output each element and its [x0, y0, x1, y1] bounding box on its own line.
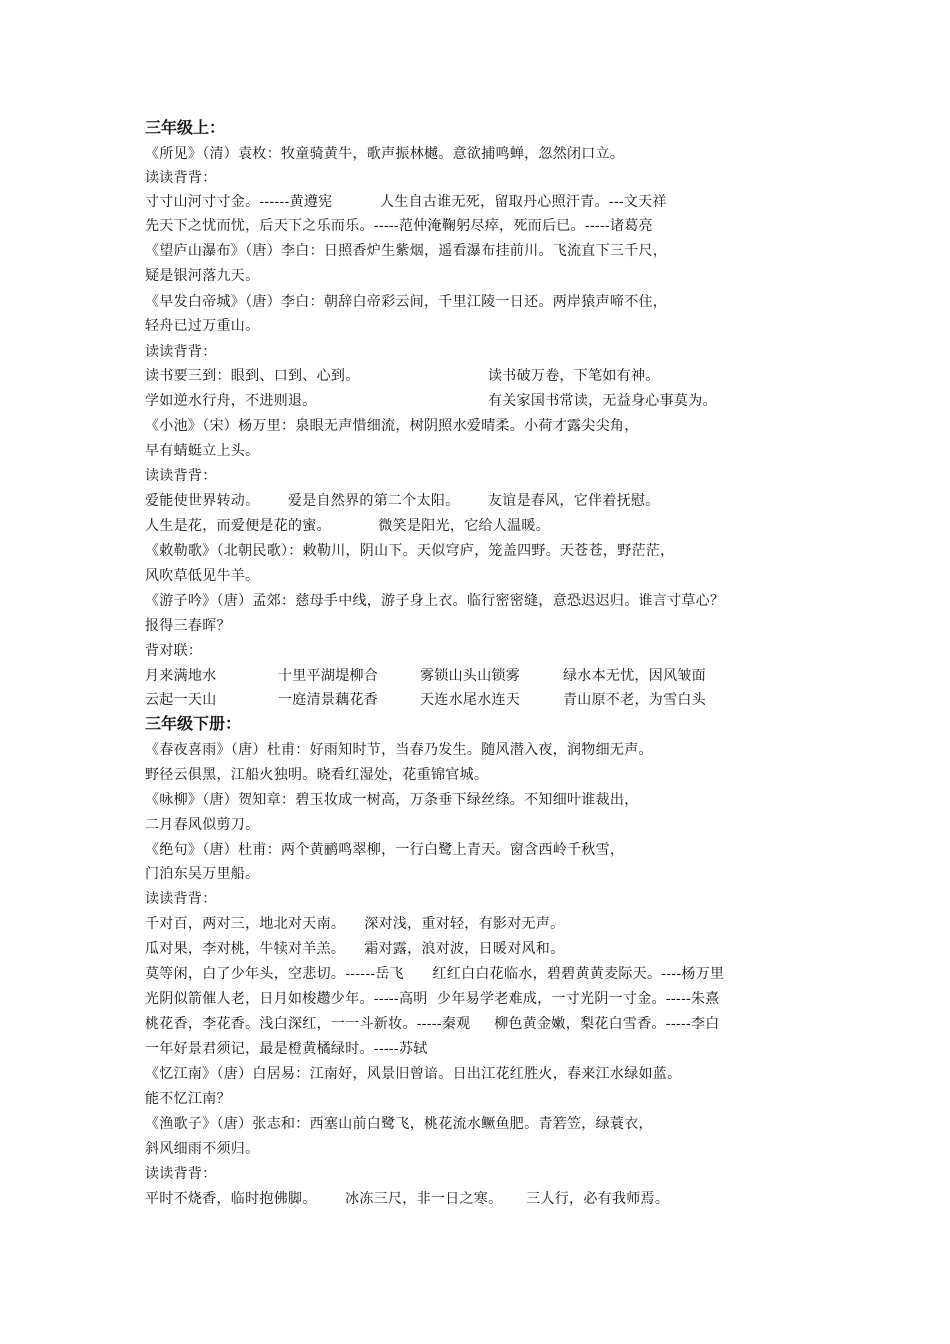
text-line: 报得三春晖？ [145, 618, 231, 634]
couplet-line: 一庭清景藕花香 [278, 692, 379, 708]
text-line: 《望庐山瀑布》（唐）李白：日照香炉生紫烟，遥看瀑布挂前川。飞流直下三千尺， [145, 243, 668, 259]
text-line: 背对联： [145, 643, 203, 659]
text-line: 读书破万卷，下笔如有神。 [488, 368, 660, 384]
text-line: 莫等闲，白了少年头，空悲切。------岳飞 红红白白花临水，碧碧黄黄麦际天。----杨万里 [145, 966, 725, 982]
text-line: 读读背背： [145, 468, 217, 484]
text-line: 《游子吟》（唐）孟郊：慈母手中线，游子身上衣。临行密密缝，意恐迟迟归。谁言寸草心？ [145, 593, 725, 609]
couplet-line: 绿水本无忧，因风皱面 [563, 668, 706, 684]
text-line: 光阴似箭催人老，日月如梭趱少年。-----高明 少年易学老难成，一寸光阴一寸金。-----朱熹 [145, 991, 720, 1007]
text-line: 早有蜻蜓立上头。 [145, 443, 260, 459]
text-line: 轻舟已过万重山。 [145, 318, 260, 334]
text-line: 平时不烧香，临时抱佛脚。 冰冻三尺，非一日之寒。 三人行，必有我师焉。 [145, 1191, 670, 1207]
section-heading-grade3-second: 三年级下册： [145, 714, 242, 733]
text-line: 读读背背： [145, 170, 217, 186]
couplet-line: 月来满地水 [145, 668, 217, 684]
text-line: 桃花香，李花香。浅白深红，一一斗新妆。-----秦观 柳色黄金嫩，梨花白雪香。-----李白 [145, 1016, 720, 1032]
text-line: 《早发白帝城》（唐）李白：朝辞白帝彩云间，千里江陵一日还。两岸猿声啼不住， [145, 294, 668, 310]
text-line: 寸寸山河寸寸金。------黄遵宪 人生自古谁无死，留取丹心照汗青。---文天祥 [145, 194, 667, 210]
couplet-line: 十里平湖堤柳合 [278, 668, 379, 684]
couplet-line: 云起一天山 [145, 692, 217, 708]
text-line: 千对百，两对三，地北对天南。 深对浅，重对轻，有影对无声。 [145, 916, 565, 932]
couplet-line: 雾锁山头山锁雾 [420, 668, 521, 684]
section-heading-grade3-first: 三年级上： [145, 118, 226, 137]
text-line: 《敕勒歌》（北朝民歌）：敕勒川，阴山下。天似穹庐，笼盖四野。天苍苍，野茫茫， [145, 543, 675, 559]
text-line: 《渔歌子》（唐）张志和：西塞山前白鹭飞，桃花流水鳜鱼肥。青箬笠，绿蓑衣， [145, 1116, 653, 1132]
text-line: 读读背背： [145, 891, 217, 907]
couplet-line: 青山原不老，为雪白头 [563, 692, 706, 708]
text-line: 学如逆水行舟，不进则退。 [145, 393, 317, 409]
text-line: 读读背背： [145, 344, 217, 360]
text-line: 《忆江南》（唐）白居易：江南好，风景旧曾谙。日出江花红胜火，春来江水绿如蓝。 [145, 1066, 682, 1082]
text-line: 风吹草低见牛羊。 [145, 568, 260, 584]
text-line: 读书要三到：眼到、口到、心到。 [145, 368, 360, 384]
text-line: 能不忆江南？ [145, 1091, 231, 1107]
text-line: 《绝句》（唐）杜甫：两个黄鹂鸣翠柳，一行白鹭上青天。窗含西岭千秋雪， [145, 842, 625, 858]
text-line: 二月春风似剪刀。 [145, 817, 260, 833]
couplet-line: 天连水尾水连天 [420, 692, 521, 708]
text-line: 《咏柳》（唐）贺知章：碧玉妆成一树高，万条垂下绿丝绦。不知细叶谁裁出， [145, 792, 639, 808]
text-line: 《春夜喜雨》（唐）杜甫：好雨知时节，当春乃发生。随风潜入夜，润物细无声。 [145, 742, 653, 758]
text-line: 《小池》（宋）杨万里：泉眼无声惜细流，树阴照水爱晴柔。小荷才露尖尖角， [145, 418, 639, 434]
text-line: 读读背背： [145, 1166, 217, 1182]
text-line: 人生是花，而爱便是花的蜜。 微笑是阳光，它给人温暖。 [145, 518, 550, 534]
text-line: 一年好景君须记，最是橙黄橘绿时。-----苏轼 [145, 1041, 428, 1057]
text-line: 先天下之忧而忧，后天下之乐而乐。-----范仲淹鞠躬尽瘁，死而后已。-----诸葛亮 [145, 218, 653, 234]
text-line: 爱能使世界转动。 爱是自然界的第二个太阳。 友谊是春风，它伴着抚慰。 [145, 493, 660, 509]
text-line: 野径云俱黑，江船火独明。晓看红湿处，花重锦官城。 [145, 767, 489, 783]
text-line: 有关家国书常读，无益身心事莫为。 [488, 393, 717, 409]
text-line: 疑是银河落九天。 [145, 268, 260, 284]
text-line: 斜风细雨不须归。 [145, 1141, 260, 1157]
text-line: 门泊东吴万里船。 [145, 866, 260, 882]
text-line: 《所见》（清）袁枚：牧童骑黄牛，歌声振林樾。意欲捕鸣蝉，忽然闭口立。 [145, 146, 625, 162]
text-line: 瓜对果，李对桃，牛犊对羊羔。 霜对露，浪对波，日暖对风和。 [145, 941, 565, 957]
